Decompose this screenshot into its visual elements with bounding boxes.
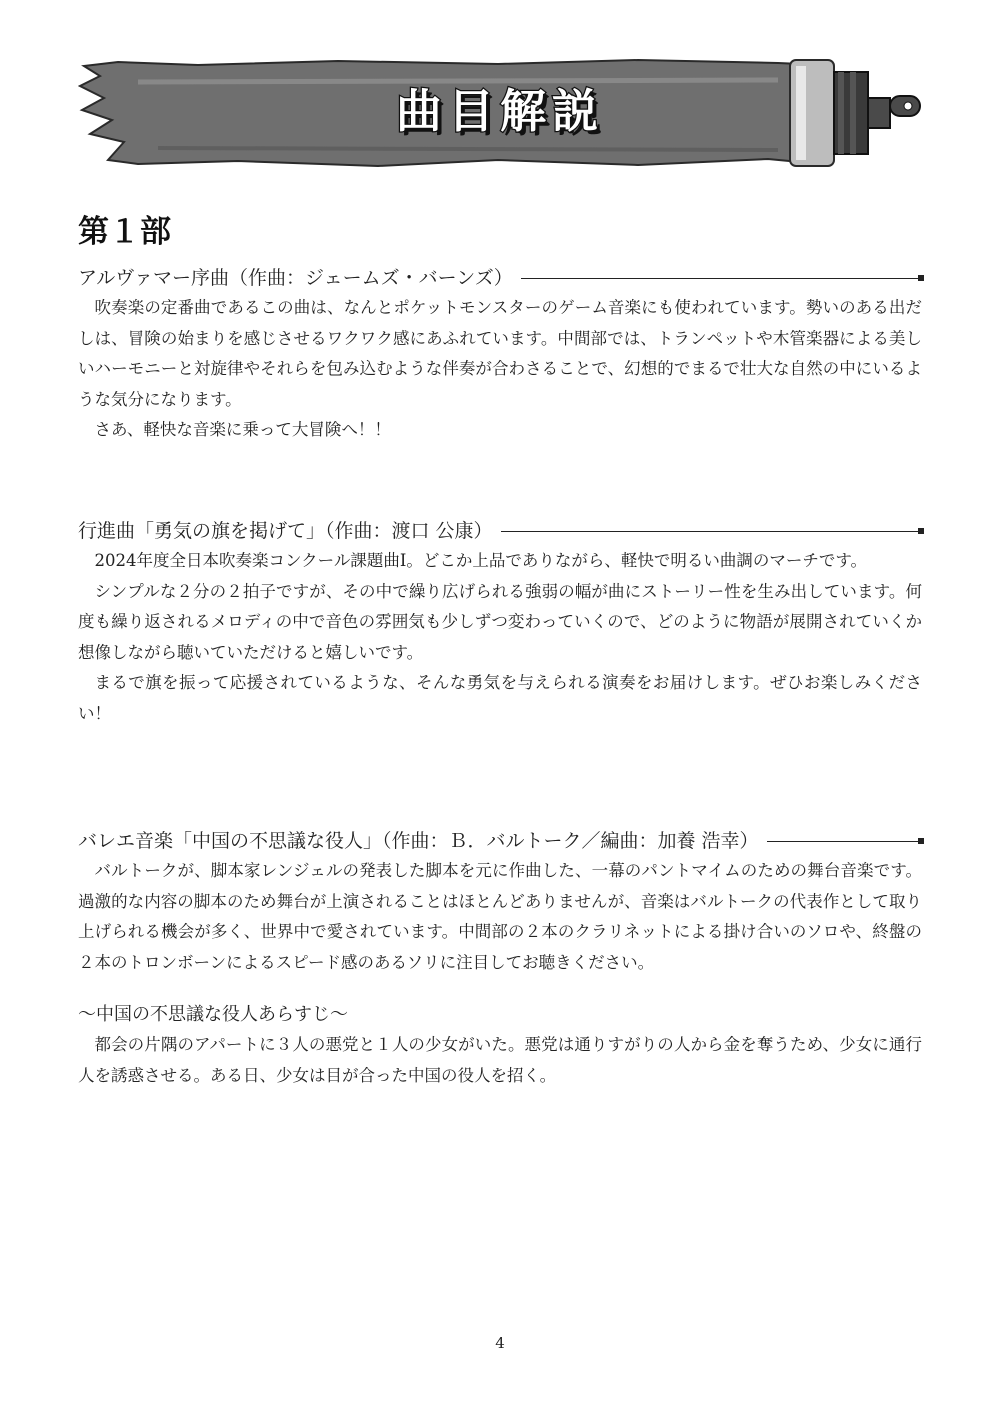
banner-title: 曲目解説 [396,84,604,138]
piece-heading-text: アルヴァマー序曲（作曲：ジェームズ・バーンズ） [78,267,513,289]
paragraph: 吹奏楽の定番曲であるこの曲は、なんとポケットモンスターのゲーム音楽にも使われています。勢いのある出だしは、冒険の始まりを感じさせるワクワク感にあふれています。中間部では、トランペットや木管楽器による美しいハーモニーと対旋律やそれらを包み込むような伴奏が合わさることで、幻想的でまるで壮大な自然の中にいるような気分になります。 [78,298,922,409]
piece-section [78,516,922,729]
paragraph: 2024年度全日本吹奏楽コンクール課題曲Ⅰ。どこか上品でありながら、軽快で明るい曲調のマーチです。 [94,551,868,570]
piece-heading [78,826,922,856]
piece-section [78,263,922,446]
paragraph: さあ、軽快な音楽に乗って大冒険へ！！ [94,420,391,439]
heading-rule [521,278,922,279]
piece-heading [78,263,922,293]
piece-heading-text: バレエ音楽「中国の不思議な役人」（作曲：Ｂ．バルトーク／編曲：加養 浩幸） [78,830,759,852]
piece-section [78,826,922,1091]
heading-rule [767,841,922,842]
piece-heading-text: 行進曲「勇気の旗を掲げて」（作曲：渡口 公康） [78,520,493,542]
page-number: 4 [495,1334,505,1352]
paragraph: まるで旗を振って応援されているような、そんな勇気を与えられる演奏をお届けします。ぜひお楽しみください！ [78,673,922,723]
part-title: 第１部 [78,214,171,250]
synopsis-paragraph: 都会の片隅のアパートに３人の悪党と１人の少女がいた。悪党は通りすがりの人から金を奪うため、少女に通行人を誘惑させる。ある日、少女は目が合った中国の役人を招く。 [78,1035,922,1085]
paragraph: バルトークが、脚本家レンジェルの発表した脚本を元に作曲した、一幕のパントマイムのための舞台音楽です。過激的な内容の脚本のため舞台が上演されることはほとんどありませんが、音楽はバルトークの代表作として取り上げられる機会が多く、世界中で愛されています。中間部の２本のクラリネットによる掛け合いのソロや、終盤の２本のトロンボーンによるスピード感のあるソリに注目してお聴きください。 [78,861,922,972]
synopsis-heading: ～中国の不思議な役人あらすじ～ [78,1004,348,1025]
piece-heading [78,516,922,546]
paragraph: シンプルな２分の２拍子ですが、その中で繰り広げられる強弱の幅が曲にストーリー性を生み出しています。何度も繰り返されるメロディの中で音色の雰囲気も少しずつ変わっていくので、どのように物語が展開されていくか想像しながら聴いていただけると嬉しいです。 [78,581,922,662]
heading-rule [501,531,922,532]
